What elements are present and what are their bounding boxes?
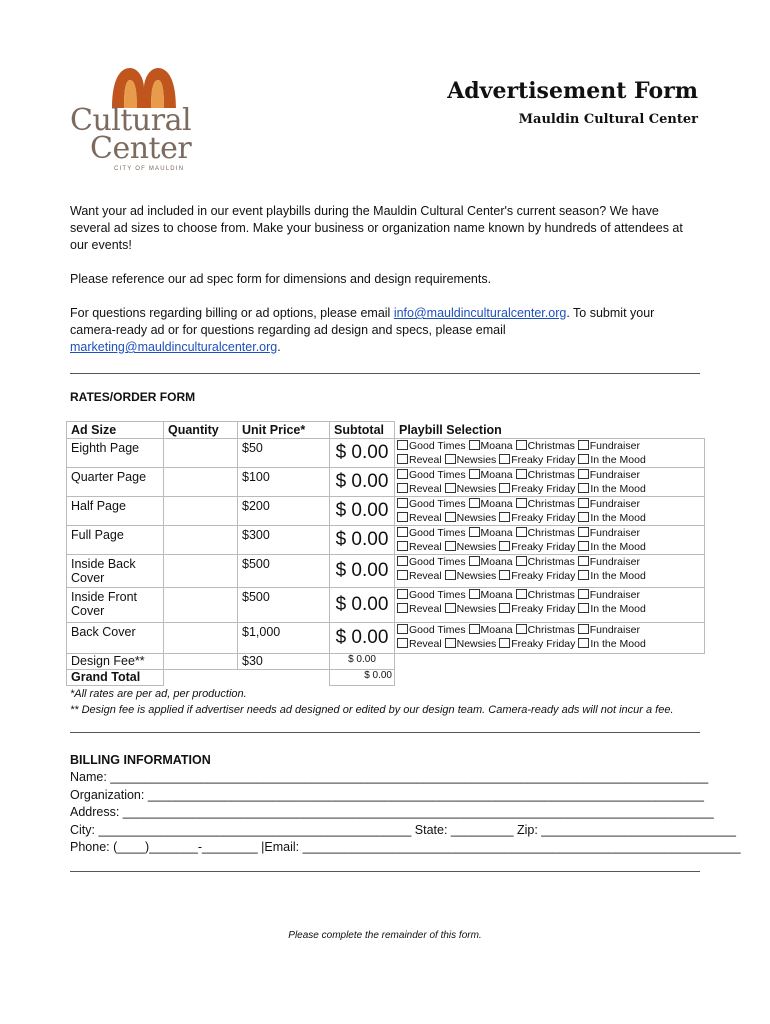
checkbox-icon[interactable]	[445, 603, 456, 613]
unit-price-cell: $50	[238, 439, 330, 468]
billing-organization-field[interactable]: Organization: ________________________________________________________________________________	[70, 787, 704, 802]
playbill-option[interactable]	[578, 556, 640, 568]
checkbox-icon[interactable]	[469, 469, 480, 479]
playbill-option[interactable]	[578, 498, 640, 510]
checkbox-icon[interactable]	[397, 469, 408, 479]
playbill-option[interactable]	[445, 603, 500, 615]
playbill-option-label: Freaky Friday	[511, 512, 576, 524]
playbill-option-label: Good Times	[409, 624, 466, 636]
playbill-option[interactable]	[397, 483, 445, 495]
playbill-selection-cell	[395, 468, 705, 497]
quantity-input[interactable]	[164, 497, 238, 526]
col-quantity: Quantity	[164, 422, 238, 439]
checkbox-icon[interactable]	[499, 512, 510, 522]
playbill-option-label: Fundraiser	[589, 527, 640, 539]
intro-paragraph-2: Please reference our ad spec form for dimensions and design requirements.	[70, 272, 492, 286]
checkbox-icon[interactable]	[397, 556, 408, 566]
playbill-option-label: Christmas	[527, 589, 575, 601]
billing-phone-email-field[interactable]: Phone: (____)_______-________ |Email: _______________________________________________________________	[70, 840, 741, 854]
playbill-option-label: Moana	[480, 440, 513, 452]
playbill-option-label: Fundraiser	[589, 469, 640, 481]
checkbox-icon[interactable]	[397, 512, 408, 522]
playbill-option[interactable]	[516, 589, 578, 601]
checkbox-icon[interactable]	[499, 483, 510, 493]
playbill-option-label: In the Mood	[590, 638, 646, 650]
logo-mark-icon	[108, 66, 180, 108]
quantity-input[interactable]	[164, 439, 238, 468]
unit-price-cell: $300	[238, 526, 330, 555]
checkbox-icon[interactable]	[499, 638, 510, 648]
billing-name-field[interactable]: Name: ______________________________________________________________________________________	[70, 770, 709, 784]
ad-size-cell: Eighth Page	[67, 439, 164, 468]
subtotal-cell: $ 0.00	[330, 468, 395, 497]
unit-price-cell: $200	[238, 497, 330, 526]
checkbox-icon[interactable]	[499, 454, 510, 464]
playbill-option-label: In the Mood	[590, 483, 646, 495]
design-fee-qty-input[interactable]	[164, 654, 238, 670]
rates-header-row	[67, 422, 705, 439]
divider	[70, 871, 700, 872]
col-ad-size: Ad Size	[67, 422, 164, 439]
checkbox-icon[interactable]	[516, 440, 527, 450]
playbill-option-label: Good Times	[409, 556, 466, 568]
checkbox-icon[interactable]	[397, 589, 408, 599]
playbill-option-label: Newsies	[456, 541, 497, 553]
playbill-option[interactable]	[516, 624, 578, 636]
playbill-option[interactable]	[445, 638, 500, 650]
playbill-option-label: Christmas	[527, 556, 575, 568]
checkbox-icon[interactable]	[469, 527, 480, 537]
quantity-input[interactable]	[164, 468, 238, 497]
rate-row	[67, 526, 705, 555]
unit-price-cell: $500	[238, 555, 330, 588]
playbill-option[interactable]	[516, 440, 578, 452]
playbill-option[interactable]	[516, 556, 578, 568]
checkbox-icon[interactable]	[397, 498, 408, 508]
checkbox-icon[interactable]	[578, 570, 589, 580]
design-fee-label: Design Fee**	[67, 654, 164, 670]
design-fee-subtotal: $ 0.00	[330, 654, 395, 670]
playbill-option[interactable]	[578, 624, 640, 636]
checkbox-icon[interactable]	[516, 589, 527, 599]
playbill-option[interactable]	[469, 469, 516, 481]
checkbox-icon[interactable]	[445, 638, 456, 648]
playbill-option-label: Christmas	[527, 469, 575, 481]
playbill-option-label: Newsies	[456, 570, 497, 582]
playbill-option[interactable]	[397, 589, 469, 601]
playbill-option-label: Christmas	[527, 440, 575, 452]
playbill-option[interactable]	[445, 541, 500, 553]
playbill-option[interactable]	[445, 454, 500, 466]
checkbox-icon[interactable]	[578, 483, 589, 493]
empty-cell	[395, 670, 705, 686]
unit-price-cell: $500	[238, 588, 330, 623]
checkbox-icon[interactable]	[469, 498, 480, 508]
billing-heading: BILLING INFORMATION	[70, 753, 211, 767]
playbill-option-label: In the Mood	[590, 570, 646, 582]
rates-note-1: *All rates are per ad, per production.	[70, 688, 247, 700]
grand-total-row	[67, 670, 705, 686]
playbill-option-label: Christmas	[527, 527, 575, 539]
checkbox-icon[interactable]	[516, 498, 527, 508]
playbill-option-label: Newsies	[456, 638, 497, 650]
playbill-option-label: Christmas	[527, 624, 575, 636]
playbill-option[interactable]	[499, 454, 578, 466]
checkbox-icon[interactable]	[578, 469, 589, 479]
playbill-option[interactable]	[397, 624, 469, 636]
logo-text-city: CITY OF MAULDIN	[114, 166, 185, 172]
empty-cell	[395, 654, 705, 670]
checkbox-icon[interactable]	[397, 483, 408, 493]
checkbox-icon[interactable]	[397, 624, 408, 634]
checkbox-icon[interactable]	[397, 454, 408, 464]
playbill-option[interactable]	[499, 638, 578, 650]
subtotal-cell: $ 0.00	[330, 439, 395, 468]
playbill-option[interactable]	[469, 498, 516, 510]
checkbox-icon[interactable]	[578, 541, 589, 551]
playbill-option-label: Fundraiser	[589, 498, 640, 510]
checkbox-icon[interactable]	[397, 570, 408, 580]
playbill-option-label: Freaky Friday	[511, 541, 576, 553]
checkbox-icon[interactable]	[578, 603, 589, 613]
playbill-option-label: Newsies	[456, 512, 497, 524]
footer-note: Please complete the remainder of this form.	[288, 930, 482, 941]
divider	[70, 373, 700, 374]
playbill-option-label: Newsies	[456, 454, 497, 466]
page-title: Advertisement Form	[447, 78, 698, 104]
checkbox-icon[interactable]	[445, 454, 456, 464]
checkbox-icon[interactable]	[397, 541, 408, 551]
rate-row	[67, 555, 705, 588]
playbill-option-label: In the Mood	[590, 603, 646, 615]
playbill-option[interactable]	[516, 527, 578, 539]
logo-text-center: Center	[90, 131, 192, 166]
subtotal-cell: $ 0.00	[330, 623, 395, 654]
playbill-option-label: In the Mood	[590, 454, 646, 466]
playbill-option[interactable]	[469, 624, 516, 636]
quantity-input[interactable]	[164, 623, 238, 654]
playbill-option[interactable]	[397, 469, 469, 481]
subtotal-cell: $ 0.00	[330, 526, 395, 555]
unit-price-cell: $1,000	[238, 623, 330, 654]
playbill-selection-cell	[395, 623, 705, 654]
playbill-option-label: Moana	[480, 469, 513, 481]
checkbox-icon[interactable]	[516, 527, 527, 537]
playbill-option-label: In the Mood	[590, 541, 646, 553]
playbill-option-label: Newsies	[456, 603, 497, 615]
playbill-option[interactable]	[469, 440, 516, 452]
checkbox-icon[interactable]	[445, 483, 456, 493]
playbill-option-label: Good Times	[409, 527, 466, 539]
ad-size-cell: Back Cover	[67, 623, 164, 654]
playbill-selection-cell	[395, 555, 705, 588]
checkbox-icon[interactable]	[397, 603, 408, 613]
playbill-option[interactable]	[578, 603, 645, 615]
playbill-option-label: Good Times	[409, 469, 466, 481]
playbill-option-label: Reveal	[409, 454, 442, 466]
ad-size-cell: Full Page	[67, 526, 164, 555]
checkbox-icon[interactable]	[499, 570, 510, 580]
playbill-option[interactable]	[397, 570, 445, 582]
unit-price-cell: $100	[238, 468, 330, 497]
playbill-option-label: Reveal	[409, 638, 442, 650]
playbill-option-label: Reveal	[409, 483, 442, 495]
checkbox-icon[interactable]	[578, 498, 589, 508]
checkbox-icon[interactable]	[578, 589, 589, 599]
playbill-option[interactable]	[578, 570, 645, 582]
playbill-option-label: Moana	[480, 556, 513, 568]
playbill-option[interactable]	[397, 498, 469, 510]
playbill-option-label: Moana	[480, 527, 513, 539]
checkbox-icon[interactable]	[445, 541, 456, 551]
rates-heading: RATES/ORDER FORM	[70, 390, 196, 404]
col-unit-price: Unit Price*	[238, 422, 330, 439]
info-email-link[interactable]: info@mauldinculturalcenter.org	[393, 306, 567, 320]
playbill-option-label: Reveal	[409, 512, 442, 524]
playbill-option[interactable]	[499, 603, 578, 615]
playbill-option-label: Christmas	[527, 498, 575, 510]
col-playbill-selection: Playbill Selection	[399, 422, 502, 437]
playbill-option[interactable]	[445, 512, 500, 524]
playbill-option[interactable]	[445, 570, 500, 582]
subtotal-cell: $ 0.00	[330, 497, 395, 526]
playbill-option[interactable]	[397, 527, 469, 539]
playbill-option[interactable]	[516, 498, 578, 510]
playbill-option-label: Moana	[480, 498, 513, 510]
checkbox-icon[interactable]	[578, 454, 589, 464]
rate-row	[67, 468, 705, 497]
playbill-option-label: Good Times	[409, 589, 466, 601]
playbill-option-label: Reveal	[409, 541, 442, 553]
ad-size-cell: Inside Back Cover	[67, 555, 164, 588]
checkbox-icon[interactable]	[516, 624, 527, 634]
playbill-option[interactable]	[469, 527, 516, 539]
empty-cell	[164, 670, 330, 686]
intro-paragraph-1: Want your ad included in our event playbills during the Mauldin Cultural Center's current season? We have several ad sizes to choose from. Make your business or organization name known by hundreds of attendees at our events!	[70, 204, 683, 252]
rate-row	[67, 439, 705, 468]
playbill-option[interactable]	[499, 512, 578, 524]
checkbox-icon[interactable]	[499, 603, 510, 613]
col-subtotal: Subtotal	[330, 422, 395, 439]
intro-text-segment: For questions regarding billing or ad options, please email	[70, 306, 394, 320]
playbill-option[interactable]	[578, 483, 645, 495]
checkbox-icon[interactable]	[397, 440, 408, 450]
playbill-option-label: Fundraiser	[589, 624, 640, 636]
design-fee-row	[67, 654, 705, 670]
playbill-option[interactable]	[499, 483, 578, 495]
playbill-option[interactable]	[499, 570, 578, 582]
checkbox-icon[interactable]	[516, 556, 527, 566]
playbill-option-label: Moana	[480, 624, 513, 636]
quantity-input[interactable]	[164, 588, 238, 623]
rates-table	[66, 421, 705, 686]
playbill-option-label: Freaky Friday	[511, 638, 576, 650]
playbill-option[interactable]	[397, 454, 445, 466]
ad-size-cell: Half Page	[67, 497, 164, 526]
playbill-option[interactable]	[397, 512, 445, 524]
playbill-selection-cell	[395, 439, 705, 468]
playbill-option-label: Good Times	[409, 498, 466, 510]
subtotal-cell: $ 0.00	[330, 555, 395, 588]
playbill-option[interactable]	[578, 512, 645, 524]
playbill-option[interactable]	[578, 527, 640, 539]
playbill-option-label: Good Times	[409, 440, 466, 452]
playbill-option-label: Fundraiser	[589, 589, 640, 601]
playbill-option[interactable]	[397, 556, 469, 568]
billing-address-field[interactable]: Address: _____________________________________________________________________________________	[70, 805, 714, 819]
intro-text-segment: .	[277, 340, 281, 354]
intro-paragraph-3	[70, 305, 700, 356]
playbill-option[interactable]	[516, 469, 578, 481]
logo-text-cultural: Cultural	[70, 103, 192, 138]
playbill-option-label: Newsies	[456, 483, 497, 495]
rate-row	[67, 497, 705, 526]
checkbox-icon[interactable]	[578, 556, 589, 566]
playbill-option[interactable]	[578, 440, 640, 452]
playbill-option-label: Freaky Friday	[511, 603, 576, 615]
checkbox-icon[interactable]	[445, 512, 456, 522]
checkbox-icon[interactable]	[499, 541, 510, 551]
playbill-option[interactable]	[397, 440, 469, 452]
playbill-option-label: Moana	[480, 589, 513, 601]
rate-row	[67, 623, 705, 654]
playbill-option-label: Reveal	[409, 603, 442, 615]
playbill-option[interactable]	[578, 638, 645, 650]
checkbox-icon[interactable]	[397, 638, 408, 648]
cultural-center-logo	[66, 66, 196, 176]
checkbox-icon[interactable]	[578, 527, 589, 537]
playbill-option-label: Freaky Friday	[511, 454, 576, 466]
billing-city-state-zip-field[interactable]: City: _____________________________________________ State: _________ Zip: ____________________________	[70, 822, 736, 837]
playbill-option-label: Reveal	[409, 570, 442, 582]
playbill-option[interactable]	[469, 589, 516, 601]
playbill-option-label: Fundraiser	[589, 556, 640, 568]
rates-note-2: ** Design fee is applied if advertiser needs ad designed or edited by our design team. Camera-ready ads will not incur a fee.	[70, 704, 674, 716]
ad-size-cell: Inside Front Cover	[67, 588, 164, 623]
ad-size-cell: Quarter Page	[67, 468, 164, 497]
playbill-option[interactable]	[397, 541, 445, 553]
playbill-option-label: In the Mood	[590, 512, 646, 524]
checkbox-icon[interactable]	[445, 570, 456, 580]
playbill-selection-cell	[395, 526, 705, 555]
design-fee-price: $30	[238, 654, 330, 670]
checkbox-icon[interactable]	[469, 556, 480, 566]
quantity-input[interactable]	[164, 526, 238, 555]
marketing-email-link[interactable]: marketing@mauldinculturalcenter.org	[70, 340, 278, 354]
rate-row	[67, 588, 705, 623]
playbill-option[interactable]	[469, 556, 516, 568]
playbill-option-label: Freaky Friday	[511, 570, 576, 582]
playbill-option[interactable]	[578, 589, 640, 601]
quantity-input[interactable]	[164, 555, 238, 588]
checkbox-icon[interactable]	[469, 624, 480, 634]
checkbox-icon[interactable]	[578, 440, 589, 450]
playbill-option-label: Freaky Friday	[511, 483, 576, 495]
checkbox-icon[interactable]	[516, 469, 527, 479]
playbill-option[interactable]	[578, 469, 640, 481]
checkbox-icon[interactable]	[469, 589, 480, 599]
page-subtitle: Mauldin Cultural Center	[518, 112, 698, 127]
divider	[70, 732, 700, 733]
playbill-option[interactable]	[445, 483, 500, 495]
playbill-option-label: Fundraiser	[589, 440, 640, 452]
checkbox-icon[interactable]	[578, 624, 589, 634]
playbill-option[interactable]	[578, 541, 645, 553]
grand-total-label: Grand Total	[67, 670, 164, 686]
playbill-option[interactable]	[578, 454, 645, 466]
intro-text-segment: . To submit your camera-ready ad or for questions regarding ad design and specs, please email	[70, 306, 655, 337]
playbill-option[interactable]	[397, 638, 445, 650]
playbill-selection-cell	[395, 497, 705, 526]
subtotal-cell: $ 0.00	[330, 588, 395, 623]
playbill-option[interactable]	[499, 541, 578, 553]
grand-total-value: $ 0.00	[330, 670, 395, 686]
playbill-option[interactable]	[397, 603, 445, 615]
playbill-selection-cell	[395, 588, 705, 623]
intro-text	[70, 203, 700, 373]
checkbox-icon[interactable]	[578, 638, 589, 648]
checkbox-icon[interactable]	[469, 440, 480, 450]
checkbox-icon[interactable]	[578, 512, 589, 522]
checkbox-icon[interactable]	[397, 527, 408, 537]
billing-fields	[70, 769, 741, 857]
